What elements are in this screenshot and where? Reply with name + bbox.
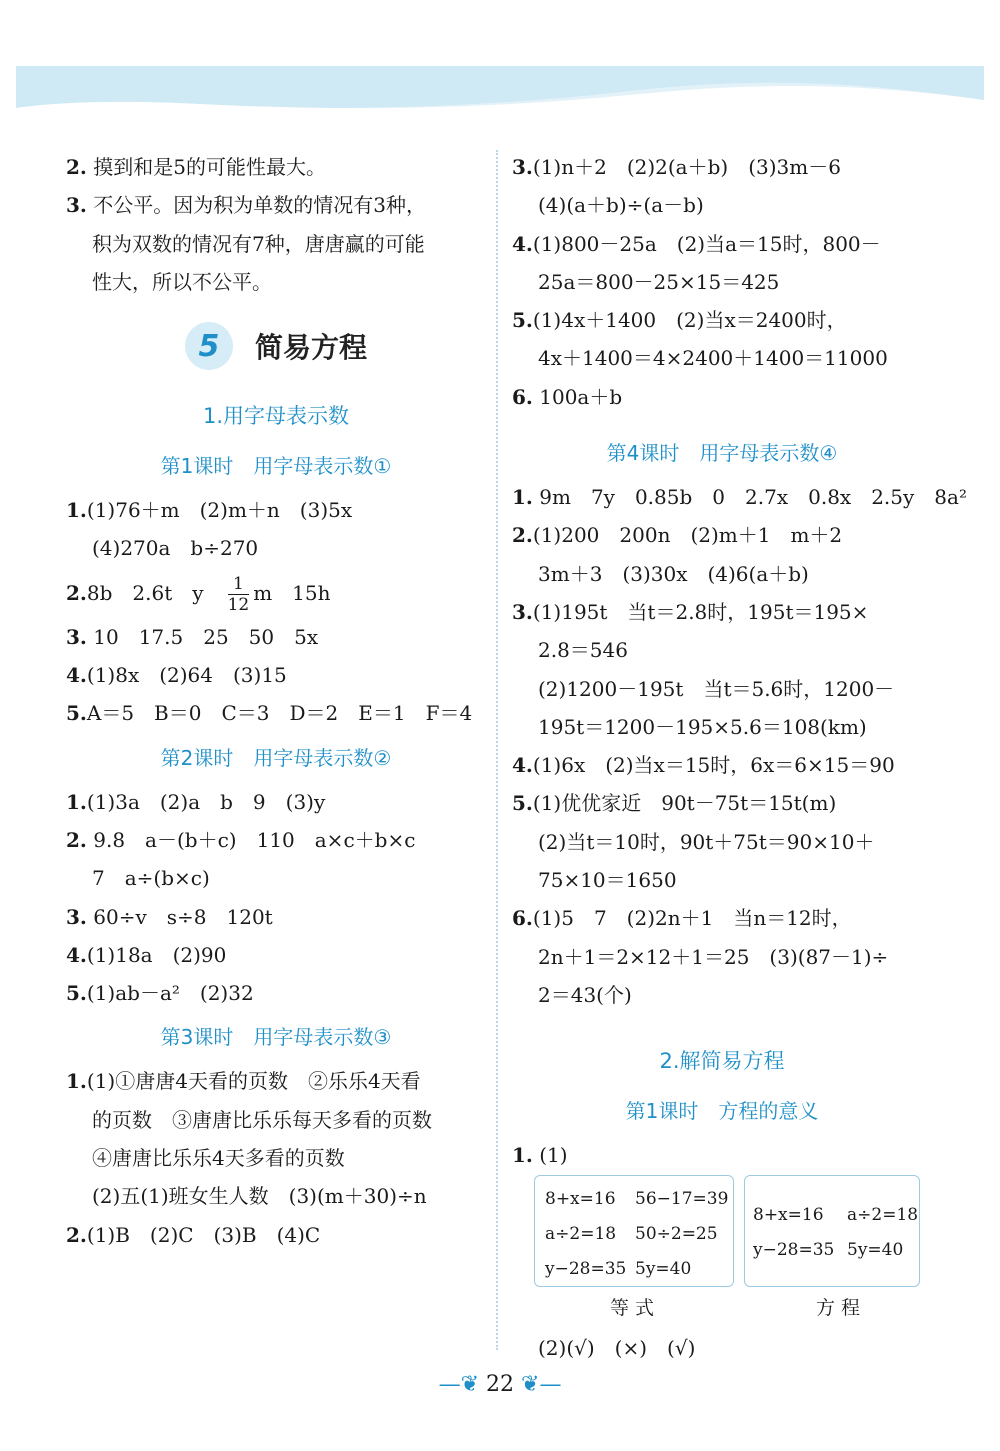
answer-4: 4.(1)18a (2)90 (66, 942, 227, 967)
caption-fangcheng: 方程 (816, 1296, 867, 1319)
chapter-title: 简易方程 (254, 331, 367, 365)
section-title: 1.用字母表示数 (202, 404, 350, 429)
lesson-title: 第4课时 用字母表示数④ (606, 441, 838, 466)
answer-3-cont: 性大，所以不公平。 (92, 269, 272, 294)
answer-2: 2.8b 2.6t y $\frac{1}{12}$ m 15h (66, 573, 331, 615)
answer-3: 3. 10 17.5 25 50 5x (66, 624, 319, 649)
answer-1-cont: ④唐唐比乐乐4天多看的页数 (92, 1146, 345, 1171)
lesson-title: 第1课时 方程的意义 (625, 1099, 819, 1124)
answer-2-cont: 3m＋3 (3)30x (4)6(a＋b) (538, 561, 809, 586)
lesson-title: 第1课时 用字母表示数① (160, 454, 392, 479)
answer-3-cont: (4)(a＋b)÷(a－b) (538, 193, 704, 218)
answer-1-cont: (4)270a b÷270 (92, 536, 259, 561)
answer-1-cont: (2)五(1)班女生人数 (3)(m＋30)÷n (92, 1184, 427, 1209)
answer-5: 5.(1)4x＋1400 (2)当x＝2400时， (512, 308, 847, 333)
answer-2-cont: 7 a÷(b×c) (92, 866, 210, 891)
column-divider (496, 150, 498, 1350)
answer-1: 1.(1)①唐唐4天看的页数 ②乐乐4天看 (66, 1069, 421, 1094)
answer-1: 1.(1)76＋m (2)m＋n (3)5x (66, 498, 353, 523)
section-title: 2.解简易方程 (659, 1049, 785, 1074)
answer-1-cont: 的页数 ③唐唐比乐乐每天多看的页数 (92, 1107, 432, 1132)
lesson-title: 第3课时 用字母表示数③ (160, 1025, 392, 1050)
answer-3-cont: 195t＝1200－195×5.6＝108(km) (538, 714, 867, 739)
box-captions (512, 1293, 932, 1329)
answer-3: 3.(1)195t 当t＝2.8时，195t＝195× (512, 599, 869, 624)
header-wave (0, 0, 1000, 130)
chapter-heading (66, 301, 486, 391)
answer-2: 2. 9.8 a－(b＋c) 110 a×c＋b×c (66, 827, 416, 852)
answer-5: 5.(1)优优家近 90t－75t＝15t(m) (512, 791, 837, 816)
caption-dengshi: 等式 (610, 1296, 661, 1319)
answer-1: 1.(1)3a (2)a b 9 (3)y (66, 789, 326, 814)
answer-2: 2. 摸到和是5的可能性最大。 (66, 155, 326, 179)
answer-4-cont: 25a＝800－25×15＝425 (538, 269, 780, 294)
answer-3-cont: (2)1200－195t 当t＝5.6时，1200－ (538, 676, 895, 701)
answer-4: 4.(1)800－25a (2)当a＝15时，800－ (512, 231, 881, 256)
fraction: $\frac{1}{12}$ (227, 573, 250, 615)
answer-1: 1. 9m 7y 0.85b 0 2.7x 0.8x 2.5y 8a² (512, 485, 967, 510)
answer-1-part2: (2)(√) (×) (√) (538, 1335, 696, 1360)
answer-3: 3. 60÷v s÷8 120t (66, 904, 273, 929)
lesson-title: 第2课时 用字母表示数② (160, 745, 392, 770)
equation-boxes (512, 1175, 932, 1293)
equation-box-dengshi: 8+x=16 56−17=39 a÷2=18 50÷2=25 y−28=35 5y=40 (534, 1175, 734, 1287)
page-footer: —❦ 22 ❦— (438, 1372, 562, 1397)
answer-6: 6.(1)5 7 (2)2n＋1 当n＝12时， (512, 906, 852, 931)
answer-5-cont: 4x＋1400＝4×2400＋1400＝11000 (538, 346, 888, 371)
answer-5: 5.(1)ab－a² (2)32 (66, 981, 254, 1006)
answer-3-cont: 积为双数的情况有7种，唐唐赢的可能 (92, 231, 425, 256)
equation-box-fangcheng: 8+x=16 a÷2=18 y−28=35 5y=40 (744, 1175, 920, 1287)
answer-6: 6. 100a＋b (512, 384, 623, 409)
answer-3: 3.(1)n＋2 (2)2(a＋b) (3)3m－6 (512, 155, 841, 179)
right-column (512, 148, 967, 1367)
answer-3: 3. 不公平。因为积为单数的情况有3种， (66, 193, 426, 218)
answer-5-cont: 75×10＝1650 (538, 868, 677, 893)
answer-6-cont: 2n＋1＝2×12＋1＝25 (3)(87－1)÷ (538, 944, 889, 969)
answer-1: 1. (1) (512, 1143, 568, 1168)
answer-5: 5.A＝5 B＝0 C＝3 D＝2 E＝1 F＝4 (66, 701, 473, 726)
sprout-icon: ❦ (521, 1372, 540, 1397)
sprout-icon: ❦ (460, 1372, 479, 1397)
answer-2: 2.(1)200 200n (2)m＋1 m＋2 (512, 523, 843, 548)
answer-4: 4.(1)6x (2)当x＝15时，6x＝6×15＝90 (512, 753, 895, 778)
answer-2: 2.(1)B (2)C (3)B (4)C (66, 1222, 321, 1247)
answer-6-cont: 2＝43(个) (538, 982, 632, 1007)
page-number: 22 (486, 1372, 514, 1397)
left-column (66, 148, 486, 1254)
answer-3-cont: 2.8＝546 (538, 638, 628, 663)
answer-5-cont: (2)当t＝10时，90t＋75t＝90×10＋ (538, 829, 875, 854)
chapter-number-badge: 5 (185, 322, 233, 370)
answer-4: 4.(1)8x (2)64 (3)15 (66, 663, 287, 688)
